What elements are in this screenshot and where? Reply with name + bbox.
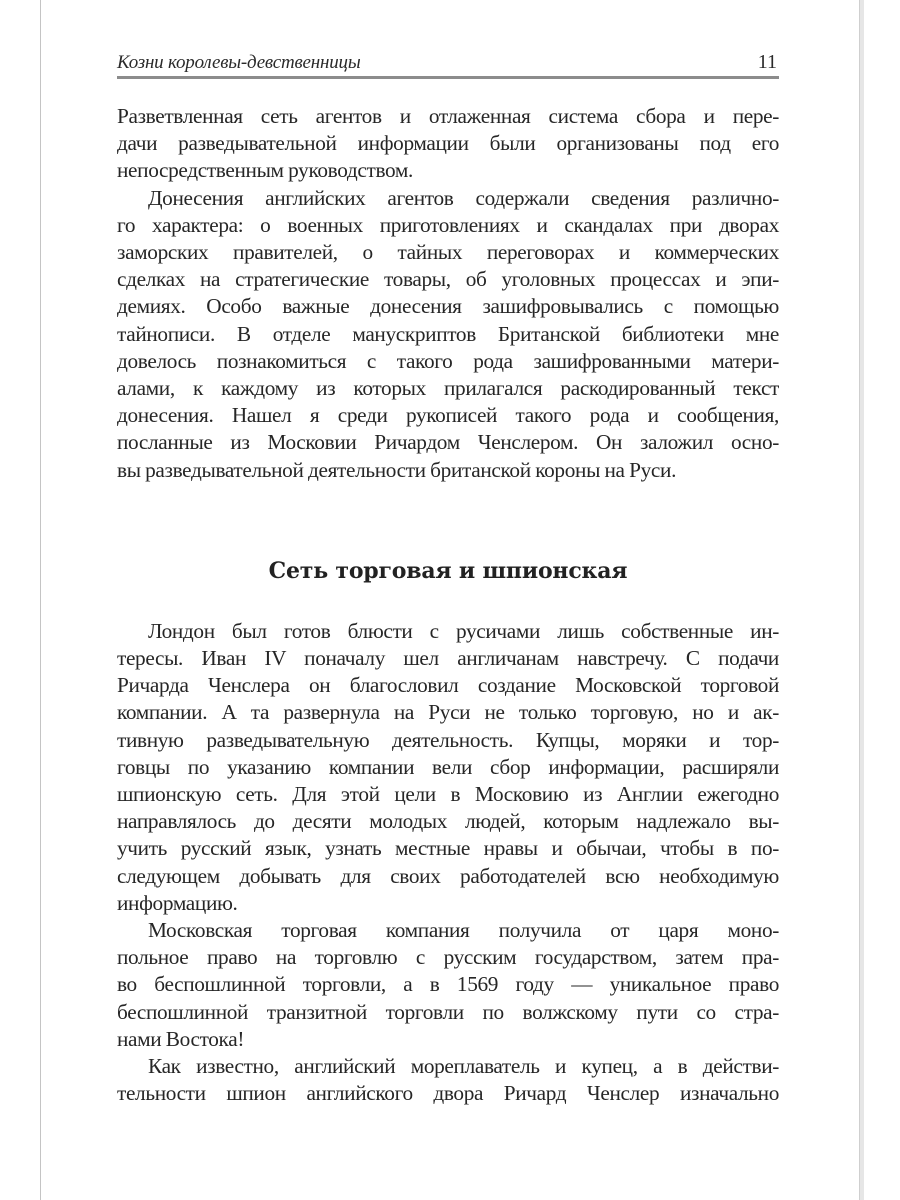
paragraph <box>117 185 779 484</box>
section-body-text <box>117 618 779 1108</box>
text-line: го характера: о военных приготовлениях и скандалах при дворах <box>117 212 779 237</box>
text-line: донесения. Нашел я среди рукописей такого рода и сообщения, <box>117 403 779 428</box>
text-line: беспошлинной транзитной торговли по волжскому пути со стра- <box>117 999 779 1024</box>
text-line: непосредственным руководством. <box>117 158 414 183</box>
text-line: говцы по указанию компании вели сбор информации, расширяли <box>117 754 779 779</box>
text-line: довелось познакомиться с такого рода зашифрованными матери- <box>117 348 779 373</box>
text-line: Лондон был готов блюсти с русичами лишь собственные ин- <box>148 618 779 643</box>
text-line: направлялось до десяти молодых людей, которым надлежало вы- <box>117 809 779 834</box>
paragraph <box>117 618 779 917</box>
text-line: учить русский язык, узнать местные нравы и обычаи, чтобы в по- <box>117 836 779 861</box>
text-line: вы разведывательной деятельности британской короны на Руси. <box>117 457 677 482</box>
page-left-edge <box>40 0 41 1200</box>
text-line: Как известно, английский мореплаватель и купец, а в действи- <box>148 1054 779 1079</box>
text-line: тайнописи. В отделе манускриптов Британской библиотеки мне <box>117 321 779 346</box>
page-right-edge <box>859 0 864 1200</box>
text-line: заморских правителей, о тайных переговорах и коммерческих <box>117 240 779 265</box>
text-line: Московская торговая компания получила от царя моно- <box>148 918 779 943</box>
text-line: тересы. Иван IV поначалу шел англичанам навстречу. С подачи <box>117 646 779 671</box>
paragraph <box>117 1053 779 1107</box>
text-line: сделках на стратегические товары, об уголовных процессах и эпи- <box>117 267 779 292</box>
running-title: Козни королевы-девственницы <box>117 52 361 73</box>
body-text-before-heading <box>117 103 779 484</box>
text-line: тивную разведывательную деятельность. Купцы, моряки и тор- <box>117 727 779 752</box>
text-line: компании. А та развернула на Руси не только торговую, но и ак- <box>117 700 779 725</box>
text-line: демиях. Особо важные донесения зашифровывались с помощью <box>117 294 779 319</box>
text-line: посланные из Московии Ричардом Ченслером. Он заложил осно- <box>117 430 779 455</box>
text-line: следующем добывать для своих работодателей всю необходимую <box>117 863 779 888</box>
page-number: 11 <box>757 51 777 73</box>
text-line: Донесения английских агентов содержали сведения различно- <box>148 185 779 210</box>
book-page <box>117 47 779 1108</box>
paragraph <box>117 917 779 1053</box>
text-line: тельности шпион английского двора Ричард Ченслер изначально <box>117 1081 779 1106</box>
text-line: дачи разведывательной информации были организованы под его <box>117 131 779 156</box>
text-line: информацию. <box>117 890 238 915</box>
section-heading: Сеть торговая и шпионская <box>268 557 628 584</box>
text-line: Разветвленная сеть агентов и отлаженная система сбора и пере- <box>117 104 779 128</box>
text-line: шпионскую сеть. Для этой цели в Московию из Англии ежегодно <box>117 782 779 807</box>
paragraph <box>117 103 779 185</box>
text-line: Ричарда Ченслера он благословил создание Московской торговой <box>117 673 779 698</box>
text-line: во беспошлинной торговли, а в 1569 году — уникальное право <box>117 972 779 997</box>
running-head <box>117 47 779 79</box>
text-line: нами Востока! <box>117 1026 245 1051</box>
text-line: польное право на торговлю с русским государством, затем пра- <box>117 945 779 970</box>
text-line: алами, к каждому из которых прилагался раскодированный текст <box>117 376 779 401</box>
